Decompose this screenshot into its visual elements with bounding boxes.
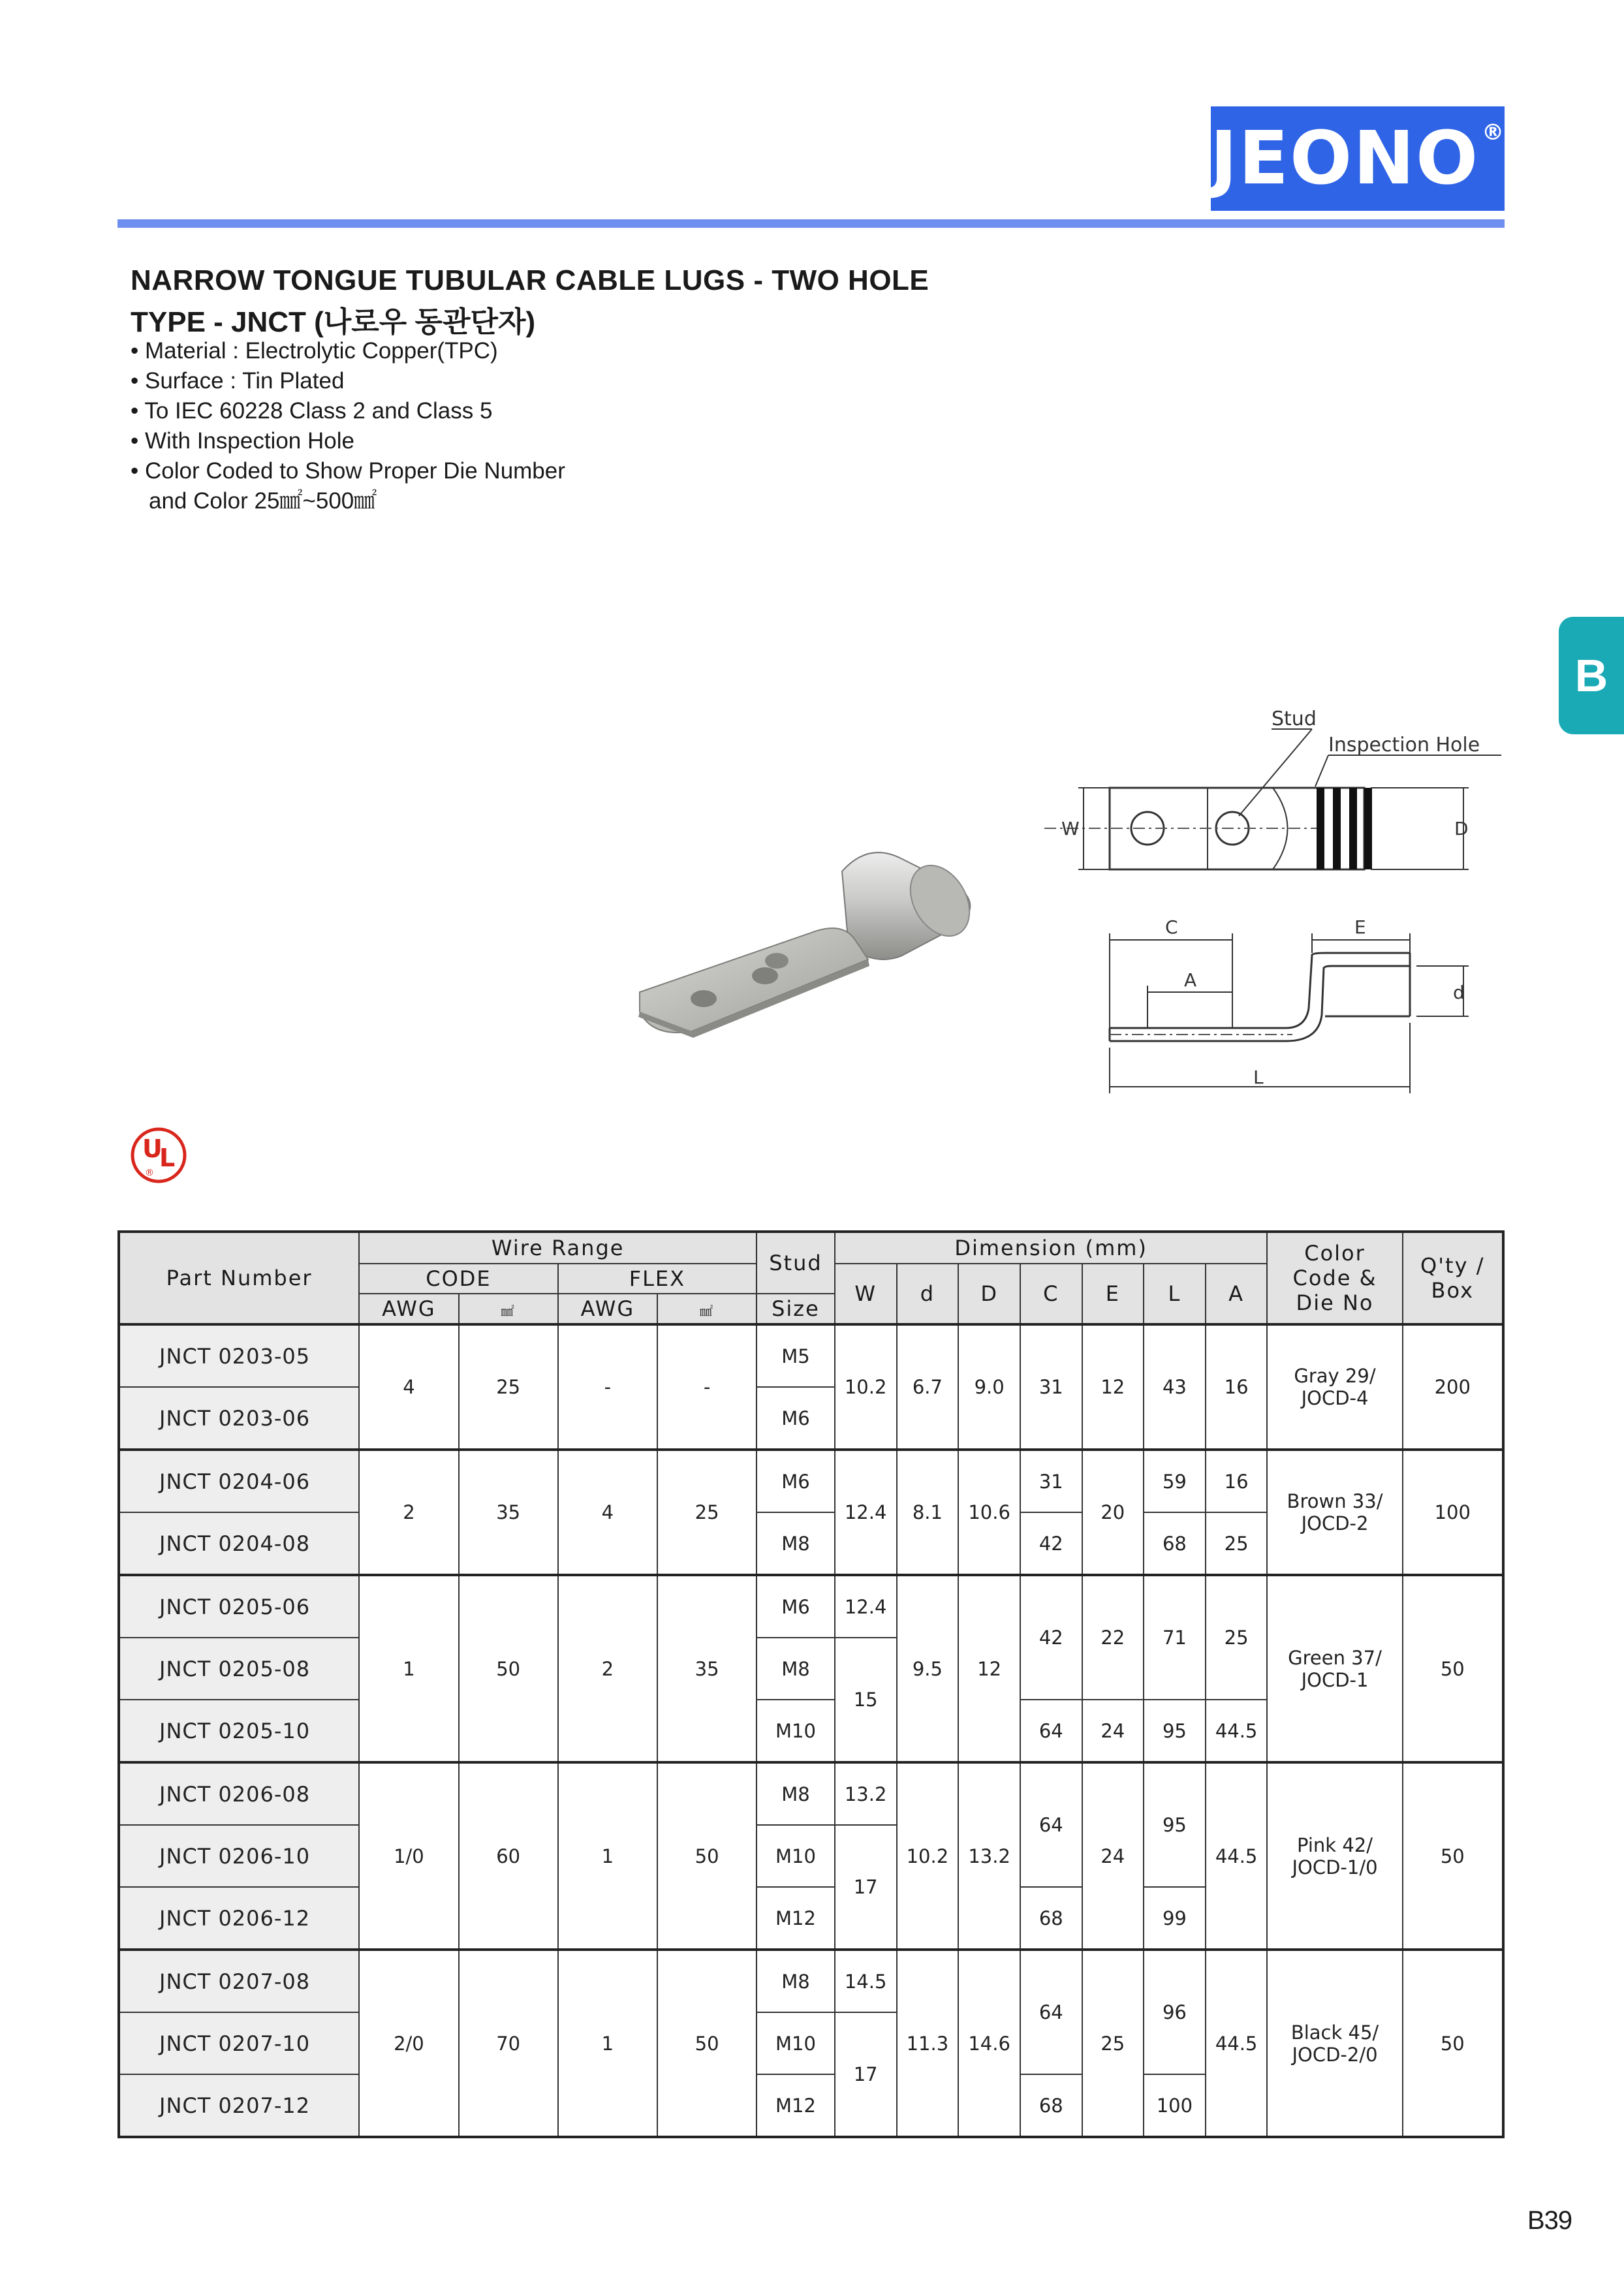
col-stud-size: Size [757, 1294, 835, 1324]
feature-item: • Material : Electrolytic Copper(TPC) [131, 338, 498, 364]
cell-stud: M8 [757, 1638, 835, 1700]
cell-A: 25 [1206, 1512, 1268, 1575]
cell-L: 99 [1144, 1887, 1206, 1950]
cell-stud: M6 [757, 1575, 835, 1638]
part-number-cell: JNCT 0207-08 [119, 1950, 359, 2012]
cell-L: 95 [1144, 1762, 1206, 1887]
cell-flex-awg: 4 [558, 1450, 657, 1575]
table-row [119, 1575, 1503, 1638]
cell-qty: 50 [1403, 1950, 1503, 2137]
part-number-cell: JNCT 0206-08 [119, 1762, 359, 1825]
cell-stud: M6 [757, 1450, 835, 1512]
cell-C: 42 [1020, 1575, 1082, 1700]
cell-E: 22 [1082, 1575, 1144, 1700]
cell-L: 95 [1144, 1700, 1206, 1762]
col-dim-E: E [1082, 1264, 1144, 1324]
page-subtitle: TYPE - JNCT (나로우 동관단자) [131, 306, 536, 338]
brand-name: JEONO [1210, 116, 1480, 201]
cell-E: 24 [1082, 1700, 1144, 1762]
part-number-cell: JNCT 0203-06 [119, 1387, 359, 1450]
cell-code-mm2: 50 [459, 1575, 558, 1762]
page-title: NARROW TONGUE TUBULAR CABLE LUGS - TWO HOLE [131, 264, 929, 296]
cell-A: 25 [1206, 1575, 1268, 1700]
feature-item-continued: and Color 25㎟~500㎟ [149, 488, 377, 514]
cell-C: 31 [1020, 1450, 1082, 1512]
cell-flex-mm2: 50 [657, 1762, 757, 1950]
col-flex: FLEX [558, 1264, 757, 1294]
cell-C: 31 [1020, 1324, 1082, 1450]
dim-label-d: d [1453, 982, 1465, 1003]
cell-W: 15 [835, 1638, 897, 1762]
stud-callout: Stud [1272, 708, 1317, 730]
cell-flex-mm2: 25 [657, 1450, 757, 1575]
table-row [119, 1450, 1503, 1512]
cell-W: 12.4 [835, 1575, 897, 1638]
cell-d: 10.2 [897, 1762, 959, 1950]
feature-item: • To IEC 60228 Class 2 and Class 5 [131, 398, 493, 424]
col-qty-box: Q'ty / Box [1403, 1232, 1503, 1324]
dim-label-L: L [1253, 1067, 1264, 1088]
cell-color-code: Gray 29/ JOCD-4 [1267, 1324, 1402, 1450]
cell-d: 11.3 [897, 1950, 959, 2137]
col-dim-A: A [1206, 1264, 1268, 1324]
feature-item: • Surface : Tin Plated [131, 368, 345, 394]
cell-flex-mm2: 35 [657, 1575, 757, 1762]
part-number-cell: JNCT 0203-05 [119, 1324, 359, 1387]
part-number-cell: JNCT 0207-10 [119, 2012, 359, 2074]
brand-logo [1211, 106, 1505, 211]
cell-color-code: Black 45/ JOCD-2/0 [1267, 1950, 1402, 2137]
part-number-cell: JNCT 0205-06 [119, 1575, 359, 1638]
cell-color-code: Pink 42/ JOCD-1/0 [1267, 1762, 1402, 1950]
cell-C: 64 [1020, 1950, 1082, 2074]
cell-W: 17 [835, 2012, 897, 2137]
col-color-code: Color Code & Die No [1267, 1232, 1402, 1324]
cell-stud: M5 [757, 1324, 835, 1387]
feature-list [131, 336, 565, 516]
col-stud: Stud [757, 1232, 835, 1294]
section-tab[interactable]: B [1559, 617, 1624, 734]
cell-flex-mm2: - [657, 1324, 757, 1450]
cell-code-awg: 4 [359, 1324, 458, 1450]
cell-code-mm2: 25 [459, 1324, 558, 1450]
cell-code-mm2: 70 [459, 1950, 558, 2137]
cell-qty: 50 [1403, 1575, 1503, 1762]
col-flex-awg: AWG [558, 1294, 657, 1324]
cell-code-mm2: 35 [459, 1450, 558, 1575]
feature-item: • With Inspection Hole [131, 428, 354, 454]
col-dimension: Dimension (mm) [835, 1232, 1268, 1264]
ul-letter-l: L [159, 1144, 176, 1172]
col-wire-range: Wire Range [359, 1232, 757, 1264]
cell-A: 16 [1206, 1324, 1268, 1450]
dim-label-W: W [1061, 818, 1080, 839]
dim-label-E: E [1354, 916, 1366, 938]
part-number-cell: JNCT 0205-10 [119, 1700, 359, 1762]
ul-registered-mark: ® [145, 1168, 154, 1178]
spec-table [117, 1230, 1505, 2138]
cell-C: 68 [1020, 1887, 1082, 1950]
cell-A: 44.5 [1206, 1762, 1268, 1950]
cell-stud: M12 [757, 1887, 835, 1950]
cell-E: 12 [1082, 1324, 1144, 1450]
cell-stud: M10 [757, 1825, 835, 1887]
cell-E: 25 [1082, 1950, 1144, 2137]
ul-certification-icon [129, 1126, 188, 1185]
product-photo [627, 842, 992, 1044]
cell-color-code: Brown 33/ JOCD-2 [1267, 1450, 1402, 1575]
part-number-cell: JNCT 0204-08 [119, 1512, 359, 1575]
part-number-cell: JNCT 0204-06 [119, 1450, 359, 1512]
page-number: B39 [1527, 2206, 1572, 2235]
cell-qty: 100 [1403, 1450, 1503, 1575]
cell-stud: M8 [757, 1512, 835, 1575]
dim-label-C: C [1165, 916, 1178, 938]
cell-stud: M8 [757, 1950, 835, 2012]
feature-item: • Color Coded to Show Proper Die Number [131, 458, 565, 484]
cell-A: 44.5 [1206, 1950, 1268, 2137]
part-number-cell: JNCT 0206-10 [119, 1825, 359, 1887]
cell-qty: 50 [1403, 1762, 1503, 1950]
col-dim-d: d [897, 1264, 959, 1324]
col-code-mm2: ㎟ [459, 1294, 558, 1324]
cell-W: 17 [835, 1825, 897, 1950]
col-flex-mm2: ㎟ [657, 1294, 757, 1324]
cell-stud: M6 [757, 1387, 835, 1450]
cell-d: 6.7 [897, 1324, 959, 1450]
cell-A: 16 [1206, 1450, 1268, 1512]
inspection-hole-callout: Inspection Hole [1328, 734, 1480, 756]
cell-L: 43 [1144, 1324, 1206, 1450]
col-dim-W: W [835, 1264, 897, 1324]
col-code: CODE [359, 1264, 557, 1294]
cell-code-awg: 2 [359, 1450, 458, 1575]
cell-code-mm2: 60 [459, 1762, 558, 1950]
cell-L: 68 [1144, 1512, 1206, 1575]
cell-d: 8.1 [897, 1450, 959, 1575]
cell-D: 14.6 [958, 1950, 1020, 2137]
cell-stud: M10 [757, 2012, 835, 2074]
cell-W: 12.4 [835, 1450, 897, 1575]
cell-C: 42 [1020, 1512, 1082, 1575]
col-part-number: Part Number [119, 1232, 359, 1324]
part-number-cell: JNCT 0207-12 [119, 2074, 359, 2137]
cell-flex-awg: 1 [558, 1950, 657, 2137]
cell-flex-awg: 2 [558, 1575, 657, 1762]
cell-code-awg: 1 [359, 1575, 458, 1762]
registered-mark: ® [1482, 119, 1506, 146]
col-dim-D: D [958, 1264, 1020, 1324]
cell-C: 68 [1020, 2074, 1082, 2137]
cell-L: 96 [1144, 1950, 1206, 2074]
cell-C: 64 [1020, 1762, 1082, 1887]
part-number-cell: JNCT 0206-12 [119, 1887, 359, 1950]
cell-flex-mm2: 50 [657, 1950, 757, 2137]
part-number-cell: JNCT 0205-08 [119, 1638, 359, 1700]
cell-E: 24 [1082, 1762, 1144, 1950]
dimension-drawing [1018, 702, 1501, 1103]
dim-label-A: A [1184, 969, 1197, 991]
cell-C: 64 [1020, 1700, 1082, 1762]
cell-L: 71 [1144, 1575, 1206, 1700]
cell-flex-awg: 1 [558, 1762, 657, 1950]
cell-W: 14.5 [835, 1950, 897, 2012]
cell-stud: M8 [757, 1762, 835, 1825]
col-dim-C: C [1020, 1264, 1082, 1324]
table-row [119, 1950, 1503, 2012]
cell-L: 59 [1144, 1450, 1206, 1512]
cell-D: 10.6 [958, 1450, 1020, 1575]
ul-letter-u: U [142, 1134, 163, 1163]
table-row [119, 1762, 1503, 1825]
cell-color-code: Green 37/ JOCD-1 [1267, 1575, 1402, 1762]
col-code-awg: AWG [359, 1294, 458, 1324]
cell-W: 13.2 [835, 1762, 897, 1825]
cell-qty: 200 [1403, 1324, 1503, 1450]
cell-E: 20 [1082, 1450, 1144, 1575]
cell-flex-awg: - [558, 1324, 657, 1450]
header-rule [117, 219, 1505, 228]
dim-label-D: D [1454, 818, 1469, 839]
cell-code-awg: 1/0 [359, 1762, 458, 1950]
cell-code-awg: 2/0 [359, 1950, 458, 2137]
cell-D: 13.2 [958, 1762, 1020, 1950]
col-dim-L: L [1144, 1264, 1206, 1324]
cell-stud: M10 [757, 1700, 835, 1762]
cell-d: 9.5 [897, 1575, 959, 1762]
cell-W: 10.2 [835, 1324, 897, 1450]
cell-D: 9.0 [958, 1324, 1020, 1450]
cell-D: 12 [958, 1575, 1020, 1762]
table-row [119, 1324, 1503, 1387]
cell-stud: M12 [757, 2074, 835, 2137]
cell-A: 44.5 [1206, 1700, 1268, 1762]
cell-L: 100 [1144, 2074, 1206, 2137]
